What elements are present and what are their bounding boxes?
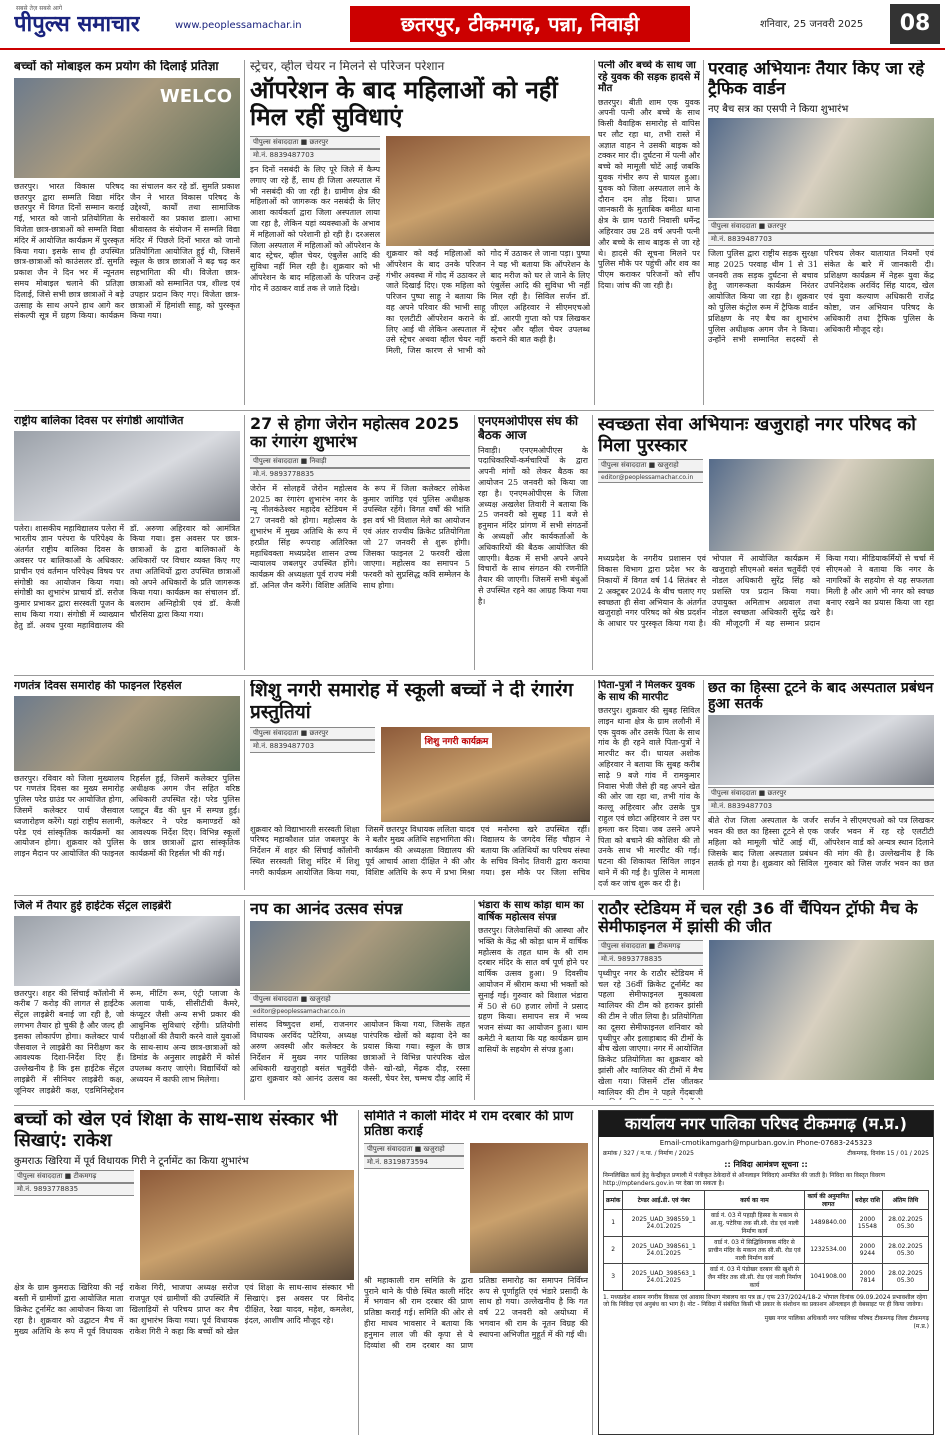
row-rule bbox=[14, 410, 934, 411]
district-band: छतरपुर, टीकमगढ़, पन्ना, निवाड़ी bbox=[350, 6, 690, 42]
dateline: शनिवार, 25 जनवरी 2025 bbox=[760, 19, 864, 30]
news-photo bbox=[708, 118, 934, 218]
notice-footer: 1. मध्यप्रदेश शासन नगरीय विकास एवं आवास विभाग मंत्रालय का पत्र क्र./ एफ 237/2024/18-2 भोपाल दिनांक 09.09.2024 प्रभावशील रहेगा जो कि निविदा एवं अनुबंध का भाग है। नोट - निविदा में संबंधित किसी भी प्रकार के संशोधन का प्रकाशन ऑनलाइन ही वेबसाइट पर ही किया जावेगा। bbox=[603, 1293, 928, 1309]
headline: जिले में तैयार हुई हाईटेक सेंट्रल लाइब्रेरी bbox=[14, 900, 172, 912]
story-nmops-meeting bbox=[478, 415, 588, 670]
byline: पीपुल्स संवाददाता ■ छतरपुर bbox=[708, 220, 934, 233]
notice-ref: क्रमांक / 327 / न.पा. / निर्माण / 2025 bbox=[603, 1150, 694, 1157]
article-body: छतरपुर। जिलेवासियों की आस्था और भक्ति के केंद्र श्री कोड़ा धाम में वार्षिक महोत्सव के तहत धाम के श्री राम दरबार मंदिर के सात वर्ष पूर्ण होने पर वार्षिक उत्सव हुआ। 9 दिवसीय आयोजन में श्रीराम कथा भी भक्तों को सुनाई गई। गुरुवार को विशाल भंडारा में 50 से 60 हजार लोगों ने प्रसाद ग्रहण किया। समापन सत्र में भव्य भजन संध्या का आयोजन हुआ। धाम कमेटी ने बताया कि यह कार्यक्रम ग्राम वासियों के सहयोग से संपन्न हुआ। bbox=[478, 926, 588, 1054]
story-central-library bbox=[14, 900, 240, 1100]
story-cricket-semifinal bbox=[598, 900, 934, 1100]
headline: स्वच्छता सेवा अभियानः खजुराहो नगर परिषद को मिला पुरस्कार bbox=[598, 415, 916, 456]
story-republic-day-rehearsal bbox=[14, 680, 240, 890]
headline: एनएमओपीएस संघ की बैठक आज bbox=[478, 415, 578, 442]
headline: भंडारा के साथ कोड़ा धाम का वार्षिक महोत्सव संपन्न bbox=[478, 900, 584, 923]
story-jeron-festival bbox=[250, 415, 470, 670]
reporter-mobile: मो.नं. 8839487703 bbox=[250, 740, 375, 753]
column-rule bbox=[474, 900, 475, 1100]
article-body: शुक्रवार को विद्याभारती सरस्वती शिक्षा परिषद महाकौशल प्रांत जबलपुर के निर्देशन में शहर की सिंचाई कॉलोनी स्थित सरस्वती शिशु मंदिर में शिशु नगरी कार्यक्रम आयोजित किया गया, जिसमें छतरपुर विधायक ललिता यादव ने बतौर मुख्य अतिथि सहभागिता की। कार्यक्रम की अध्यक्षता विद्यालय की पूर्व आचार्य आशा दीक्षित ने की और विशिष्ट अतिथि के रूप में प्रभा मिश्रा एवं मनोरमा खरे उपस्थित रहीं। विद्यालय के जगदेव सिंह चौहान ने बताया कि अतिथियों का परिचय संस्था के सचिव विनोद तिवारी द्वारा कराया गया। इस मौके पर जिला सचिव bbox=[250, 824, 590, 877]
article-body: इन दिनों नसबंदी के लिए पूरे जिले में कैम्प लगाए जा रहे हैं, साथ ही जिला अस्पताल में भी नसबंदी की जा रही है। ग्रामीण क्षेत्र की महिलाओं को जागरूक कर नसबंदी के लिए आशा कार्यकर्ता द्वारा जिला अस्पताल लाया जा रहा है, लेकिन यहां व्यवस्थाओं के अभाव में महिलाओं को परेशानी हो रही है। दरअसल जिला अस्पताल में महिलाओं को ऑपरेशन के बाद स्ट्रेचर, व्हील चेयर, एंबुलेंस आदि की सुविधा नहीं मिल रही है। शुक्रवार को भी ऑपरेशन के बाद महिलाओं के परिजन उन्हें गोद में उठाकर वार्ड तक ले जाते दिखे। bbox=[250, 164, 380, 293]
headline: ऑपरेशन के बाद महिलाओं को नहीं मिल रहीं सुविधाएं bbox=[250, 75, 558, 132]
table-cell: 2025_UAD_398559_1 24.01.2025 bbox=[623, 1209, 705, 1236]
article-body: क्षेत्र के ग्राम कुमराऊ खिरिया की नई बस्ती में ग्रामीणों द्वारा आयोजित माता क्रिकेट टूर्नामेंट का आयोजन किया जा रहा है। शुक्रवार को उद्घाटन मैच में मुख्य अतिथि के रूप में पूर्व विधायक राकेश गिरी, भाजपा अध्यक्ष सरोज राजपूत एवं ग्रामीणों की उपस्थिति में खिलाड़ियों से परिचय प्राप्त कर मैच का शुभारंभ किया गया। पूर्व विधायक राकेश गिरी ने कहा कि बच्चों को खेल एवं शिक्षा के साथ-साथ संस्कार भी सिखाएं। इस अवसर पर विनोद दीक्षित, रेखा यादव, महेश, कमलेश, इंदल, आशीष आदि मौजूद रहे। bbox=[14, 1283, 354, 1336]
table-cell: 1041908.00 bbox=[804, 1263, 852, 1290]
website-link[interactable]: www.peoplessamachar.in bbox=[175, 20, 302, 31]
notice-intro: निम्नलिखित कार्य हेतु केन्द्रीकृत प्रणाली में पंजीकृत ठेकेदारों से ऑनलाइन निविदाएं आमंत्रित की जाती है। निविदा का विस्तृत विवरण http://mptenders.gov.in पर देखा जा सकता है। bbox=[603, 1172, 885, 1187]
news-photo bbox=[386, 136, 590, 246]
table-header: कार्य का नाम bbox=[705, 1190, 805, 1209]
table-cell: 2000 7814 bbox=[852, 1263, 882, 1290]
article-body: जिला पुलिस द्वारा राष्ट्रीय सड़क सुरक्षा माह 2025 परवाह थीम 1 से 31 जनवरी तक सड़क दुर्घटना से बचाव हेतु जागरूकता कार्यक्रम निरंतर आयोजित किया जा रहा है। शुक्रवार को पुलिस कंट्रोल रूम में ट्रैफिक वार्डन प्रशिक्षण के नए बैच का शुभारंभ पुलिस अधीक्षक अगम जैन ने किया। उन्होंने सभी सम्मानित सदस्यों से परिचय लेकर यातायात नियमों एवं संकेत के बारे में जानकारी दी। प्रशिक्षण कार्यक्रम में नेहरू युवा केंद्र उपनिदेशक अरविंद सिंह यादव, खेल एवं युवा कल्याण अधिकारी राजेंद्र कोष्टा, जन अभियान परिषद के अधिकारी तथा ट्रैफिक पुलिस के अधिकारी मौजूद रहे। bbox=[708, 249, 934, 345]
byline: पीपुल्स संवाददाता ■ खजुराहो bbox=[250, 993, 470, 1006]
table-cell: 2000 15548 bbox=[852, 1209, 882, 1236]
page-number: 08 bbox=[890, 4, 940, 44]
column-rule bbox=[594, 60, 595, 405]
logo-tagline: सबसे तेज़ सबसे आगे bbox=[16, 5, 63, 12]
reporter-email: editor@peoplessamachar.co.in bbox=[250, 1006, 470, 1017]
headline: पिता-पुत्रों ने मिलकर युवक के साथ की मारपीट bbox=[598, 680, 695, 703]
subhead: नए बैच सत्र का एसपी ने किया शुभारंभ bbox=[708, 104, 849, 116]
story-mobile-pledge bbox=[14, 60, 240, 405]
reporter-mobile: मो.नं. 9893778835 bbox=[250, 468, 470, 481]
table-header: टेण्डर आई.डी. एवं नंबर bbox=[623, 1190, 705, 1209]
headline: गणतंत्र दिवस समारोह की फाइनल रिहर्सल bbox=[14, 680, 182, 692]
table-cell: 1 bbox=[604, 1209, 623, 1236]
reporter-mobile: मो.नं. 8839487703 bbox=[250, 149, 380, 162]
table-cell: 3 bbox=[604, 1263, 623, 1290]
story-hospital-facilities bbox=[250, 60, 590, 405]
table-cell: 28.02.2025 05.30 bbox=[882, 1263, 928, 1290]
article-body: मध्यप्रदेश के नगरीय प्रशासन एवं विकास विभाग द्वारा प्रदेश भर के निकायों में विगत वर्ष 14 सितंबर से 2 अक्टूबर 2024 के बीच चलाए गए स्वच्छता ही सेवा अभियान के अंतर्गत खजुराहो नगर परिषद को श्रेष्ठ प्रदर्शन के आधार पर पुरस्कृत किया गया है। भोपाल में आयोजित कार्यक्रम में खजुराहो सीएमओ बसंत चतुर्वेदी एवं नोडल अधिकारी सुरेंद्र सिंह को प्रशस्ति पत्र प्रदान किया गया। उपायुक्त अमिताभ अग्रवाल तथा नोडल स्वच्छता अधिकारी सुरेंद्र खरे की मौजूदगी में यह सम्मान प्रदान किया गया। मीडियाकर्मियों से चर्चा में सीएमओ ने बताया कि नगर के नागरिकों के सहयोग से यह सफलता मिली है और आगे भी नगर को स्वच्छ बनाए रखने का प्रयास किया जा रहा है। bbox=[598, 554, 934, 629]
byline: पीपुल्स संवाददाता ■ खजुराहो bbox=[598, 459, 703, 472]
byline: पीपुल्स संवाददाता ■ खजुराहो bbox=[364, 1143, 464, 1156]
article-body: छतरपुर। रविवार को जिला मुख्यालय पर गणतंत्र दिवस का मुख्य समारोह पुलिस परेड ग्राउंड पर आयोजित होगा, जिसमें कलेक्टर पार्थ जैसवाल ध्वजारोहण करेंगे। यहां राष्ट्रीय सलामी, परेड एवं सांस्कृतिक कार्यक्रमों का आयोजन होगा। शुक्रवार को पुलिस लाइन मैदान पर आयोजित की फाइनल रिहर्सल हुई, जिसमें कलेक्टर पुलिस अधीक्षक अगम जैन सहित वरिष्ठ अधिकारी उपस्थित रहे। परेड पुलिस प्लाटून बैंड की धुन में सम्पन्न हुई। कलेक्टर ने परेड कमाण्डरों को आवश्यक निर्देश दिए। विभिन्न स्कूलों के छात्र छात्राओं द्वारा सांस्कृतिक कार्यक्रमों की रिहर्सल भी की गई। bbox=[14, 773, 240, 859]
story-hospital-roof bbox=[708, 680, 934, 890]
reporter-email: editor@peoplessamachar.co.in bbox=[598, 472, 703, 483]
story-khajuraho-award bbox=[598, 415, 934, 670]
headline: राष्ट्रीय बालिका दिवस पर संगोष्ठी आयोजित bbox=[14, 415, 184, 427]
table-cell: वार्ड नं. 03 में सिद्धिविनायक मंदिर से प्राचीन मंदिर के मकान तक सी.सी. रोड एवं नाली निर्माण कार्य bbox=[705, 1236, 805, 1263]
headline: छत का हिस्सा टूटने के बाद अस्पताल प्रबंधन हुआ सतर्क bbox=[708, 680, 934, 713]
headline: शिशु नगरी समारोह में स्कूली बच्चों ने दी रंगारंग प्रस्तुतियां bbox=[250, 680, 574, 723]
column-rule bbox=[594, 680, 595, 890]
notice-title: कार्यालय नगर पालिका परिषद टीकमगढ़ (म.प्र.) bbox=[599, 1111, 933, 1137]
table-row bbox=[604, 1263, 929, 1290]
column-rule bbox=[592, 1110, 593, 1435]
table-row bbox=[604, 1236, 929, 1263]
masthead bbox=[0, 0, 945, 50]
row-rule bbox=[14, 675, 934, 676]
article-body-continued: शुक्रवार को कई महिलाओं को ऑपरेशन के बाद उनके परिजन गंभीर अवस्था में गोद में उठाकर ले जाते दिखाई दिए। एक महिला को परिजन पुष्पा साहू ने बताया कि वह अपने परिवार की भाभी साहू का एलटीटी ऑपरेशन कराने के लिए आई थी लेकिन अस्पताल में उसे स्ट्रेचर अथवा व्हील चेयर नहीं मिली, जिस कारण से भाभी को गोद में उठाकर ले जाना पड़ा। पुष्पा ने यह भी बताया कि ऑपरेशन के बाद मरीज को घर ले जाने के लिए एंबुलेंस आदि की सुविधा भी नहीं मिल रही है। सिविल सर्जन डॉ. जीएल अहिरवार ने सीएमएचओ डॉ. आरपी गुप्ता को पत्र लिखकर स्ट्रेचर और व्हील चेयर उपलब्ध कराने की बात कही है। bbox=[386, 248, 590, 356]
kicker: स्ट्रेचर, व्हील चेयर न मिलने से परिजन परेशान bbox=[250, 60, 445, 73]
news-photo bbox=[14, 916, 240, 986]
article-body: छतरपुर। बीती शाम एक युवक अपनी पत्नी और बच्चे के साथ किसी वैवाहिक समारोह से वापिस घर लौट रहा था, तभी रास्ते में अज्ञात वाहन ने उसकी बाइक को टक्कर मार दी। दुर्घटना में पत्नी और बच्चे को मामूली चोटें आईं जबकि युवक गंभीर रूप से घायल हुआ। युवक को जिला अस्पताल लाने के दौरान दम तोड़ दिया। प्राप्त जानकारी के मुताबिक बमीठा थाना क्षेत्र के ग्राम पठारी निवासी धर्मेन्द्र अहिरवार उम्र 28 वर्ष अपनी पत्नी और बच्चे के साथ बाइक से जा रहे थे। हादसे की सूचना मिलने पर पुलिस मौके पर पहुंची और शव का पीएम कराकर परिजनों को सौंप दिया। जांच की जा रही है। bbox=[598, 97, 700, 291]
headline: राठौर स्टेडियम में चल रही 36 वीं चैंपियन ट्रॉफी मैच के सेमीफाइनल में झांसी की जीत bbox=[598, 900, 918, 937]
table-cell: 1232534.00 bbox=[804, 1236, 852, 1263]
news-photo bbox=[14, 696, 240, 771]
article-body: छतरपुर। शहर की सिंचाई कॉलोनी में करीब 7 करोड़ की लागत से हाईटेक सेंट्रल लाइब्रेरी बनाई जा रही है, जो लगभग तैयार हो चुकी है और जल्द ही इसका लोकार्पण होगा। कलेक्टर पार्थ जैसवाल ने लाइब्रेरी का निरीक्षण कर आवश्यक दिशा-निर्देश दिए हैं। उल्लेखनीय है कि इस हाईटेक सेंट्रल लाइब्रेरी में सीनियर लाइब्रेरी कक्ष, जूनियर लाइब्रेरी कक्ष, एडमिनिस्ट्रेशन रूम, मीटिंग रूम, एंट्री प्लाजा के अलावा पार्क, सीसीटीवी कैमरे, कंप्यूटर जैसी अन्य सभी प्रकार की आधुनिक सुविधाएं रहेंगी। प्रतियोगी परीक्षाओं की तैयारी करने वाले युवाओं के साथ-साथ अन्य छात्र-छात्राओं को डिमांड के अनुसार लाइब्रेरी में कोर्स उपलब्ध कराए जाएंगे। विद्यार्थियों को अध्ययन में काफी लाभ मिलेगा। bbox=[14, 988, 240, 1095]
article-body: श्री महाकाली राम समिति के द्वारा पुराने थाने के पीछे स्थित काली मंदिर में भगवान श्री राम दरबार की प्राण प्रतिष्ठा कराई गई। समिति की ओर से हीरा माधव भावसार ने बताया कि हनुमान लाल जी की कृपा से ये दिव्यांश श्री राम दरबार का प्राण प्रतिष्ठा समारोह का समापन निर्विघ्न रूप से पूर्णाहुति एवं भंडारे प्रसादी के साथ हो गया। उल्लेखनीय है कि गत वर्ष 22 जनवरी को अयोध्या में भगवान श्री राम के नूतन विग्रह की स्थापना अभिजीत मुहूर्त में की गई थी। bbox=[364, 1275, 588, 1350]
news-photo bbox=[470, 1143, 588, 1273]
table-header: कार्य की अनुमानित लागत bbox=[804, 1190, 852, 1209]
column-rule bbox=[703, 60, 704, 405]
story-girl-child-day bbox=[14, 415, 240, 670]
photo-banner-text: WELCO bbox=[159, 85, 232, 107]
reporter-mobile: मो.नं. 8839487703 bbox=[708, 800, 934, 813]
table-cell: 2025_UAD_398561_1 24.01.2025 bbox=[623, 1236, 705, 1263]
news-photo bbox=[14, 431, 240, 521]
column-rule bbox=[244, 415, 245, 670]
news-photo bbox=[709, 940, 934, 1080]
headline: बच्चों को खेल एवं शिक्षा के साथ-साथ संस्कार भी सिखाएं: राकेश bbox=[14, 1110, 338, 1151]
column-rule bbox=[592, 900, 593, 1100]
column-rule bbox=[358, 1110, 359, 1435]
newspaper-logo[interactable]: पीपुल्स समाचार bbox=[14, 12, 140, 37]
story-road-accident bbox=[598, 60, 700, 405]
row-rule bbox=[14, 1105, 934, 1106]
table-row bbox=[604, 1209, 929, 1236]
reporter-mobile: मो.नं. 9893778835 bbox=[598, 953, 703, 966]
article-body: छतरपुर। शुक्रवार की सुबह सिविल लाइन थाना क्षेत्र के ग्राम ललौनी में एक युवक और उसके पिता के साथ गांव के ही रहने वाले पिता-पुत्रों ने मारपीट कर दी। घायल अशोक अहिरवार ने बताया कि सुबह करीब साढ़े 9 बजे गांव में रामकुमार निवास भेजी जैसे ही वह अपने खेत की ओर जा रहा था, तभी गांव के कल्लू अहिरवार और उसके पुत्र राहुल एवं छोटा अहिरवार ने उस पर हमला कर दिया। जब उसने अपने पिता को बचाने की कोशिश की तो उनके साथ भी मारपीट की गई। घटना की शिकायत सिविल लाइन थाने में की गई है। पुलिस ने मामला दर्ज कर जांच शुरू कर दी है। bbox=[598, 706, 700, 888]
table-cell: 2 bbox=[604, 1236, 623, 1263]
headline: परवाह अभियानः तैयार किए जा रहे ट्रैफिक वार्डन bbox=[708, 60, 925, 99]
notice-signature: मुख्य नगर पालिका अधिकारी नगर पालिका परिषद टीकमगढ़ जिला टीकमगढ़ (म.प्र.) bbox=[764, 1315, 929, 1331]
notice-ref-date: टीकमगढ़, दिनांक 15 / 01 / 2025 bbox=[847, 1150, 929, 1157]
story-koda-dham bbox=[478, 900, 588, 1100]
news-photo bbox=[381, 727, 590, 822]
byline: पीपुल्स संवाददाता ■ छतरपुर bbox=[250, 136, 380, 149]
byline: पीपुल्स संवाददाता ■ टीकमगढ़ bbox=[598, 940, 703, 953]
column-rule bbox=[703, 680, 704, 890]
row-rule bbox=[14, 895, 934, 896]
photo-banner-text: शिशु नगरी कार्यक्रम bbox=[421, 733, 493, 748]
news-photo bbox=[709, 459, 934, 551]
table-cell: वार्ड नं. 03 में पहाड़ी हिस्सा के मकान से आ.सु. पटेरिया तक सी.सी. रोड एवं नाली निर्माण कार्य bbox=[705, 1209, 805, 1236]
table-cell: 1489840.00 bbox=[804, 1209, 852, 1236]
story-father-sons-assault bbox=[598, 680, 700, 890]
subhead: कुमराऊ खिरिया में पूर्व विधायक गिरी ने टूर्नामेंट का किया शुभारंभ bbox=[14, 1156, 249, 1168]
story-rakesh-tournament bbox=[14, 1110, 354, 1435]
headline: बच्चों को मोबाइल कम प्रयोग की दिलाई प्रतिज्ञा bbox=[14, 60, 219, 73]
article-body: जेरोन में सोलहवें जेरोन महोत्सव 2025 का रंगारंग शुभारंभ नगर के न्यू नीलकंठेश्वर महादेव स्टेडियम में 27 जनवरी को होगा। महोत्सव के शुभारंभ में मुख्य अतिथि के रूप में हरप्रीत सिंह रूपराह अतिरिक्त महाधिवक्ता मध्यप्रदेश शासन उच्च न्यायालय जबलपुर उपस्थित होंगे। कार्यक्रम की अध्यक्षता पूर्व राज्य मंत्री डॉ. अनिल जैन करेंगे। विशिष्ट अतिथि के रूप में जिला कलेक्टर लोकेश कुमार जांगिड़ एवं पुलिस अधीक्षक उपस्थित रहेंगे। विगत वर्षों की भांति इस वर्ष भी विशाल मेले का आयोजन एवं अंतर राज्यीय क्रिकेट प्रतियोगिता जो 27 जनवरी से शुरू होगी। जिसका फाइनल 2 फरवरी खेला जाएगा। महोत्सव का समापन 5 फरवरी को सुप्रसिद्ध कवि सम्मेलन के साथ होगा। bbox=[250, 483, 470, 590]
tender-table bbox=[603, 1190, 929, 1291]
news-photo bbox=[140, 1170, 354, 1280]
column-rule bbox=[244, 900, 245, 1100]
byline: पीपुल्स संवाददाता ■ छतरपुर bbox=[250, 727, 375, 740]
table-cell: 2025_UAD_398563_1 24.01.2025 bbox=[623, 1263, 705, 1290]
table-cell: 28.02.2025 05.30 bbox=[882, 1236, 928, 1263]
tender-notice bbox=[598, 1110, 934, 1435]
table-cell: वार्ड नं. 03 में पंडोखर दरबार की खुशी से जैन मंदिर तक सी.सी. रोड एवं नाली निर्माण कार्य bbox=[705, 1263, 805, 1290]
notice-subtitle: :: निविदा आमंत्रण सूचना :: bbox=[724, 1160, 808, 1169]
reporter-mobile: मो.नं. 8839487703 bbox=[708, 233, 934, 246]
column-rule bbox=[244, 60, 245, 405]
article-body: निवाड़ी। एनएमओपीएस के पदाधिकारियों-कर्मचारियों के द्वारा अपनी मांगों को लेकर बैठक का आयोजन 25 जनवरी को किया जा रहा है। एनएमओपीएस के जिला अध्यक्ष अखलेश तिवारी ने बताया कि 25 जनवरी को सुबह 11 बजे से हनुमान मंदिर प्रांगण में सभी संगठनों के अध्यक्षों और कार्यकर्ताओं के अधिकारियों की बैठक आयोजित की जाएगी। बैठक में सभी अपने अपने विचारों के साथ संगठन की रणनीति तैयार की जाएगी। जिसमें सभी बंधुओं से उपस्थित रहने का आग्रह किया गया है। bbox=[478, 445, 588, 606]
notice-contact: Email-cmotikamgarh@mpurban.gov.in Phone-07683-245323 bbox=[659, 1139, 873, 1147]
story-shishu-nagri bbox=[250, 680, 590, 890]
reporter-mobile: मो.नं. 8319873594 bbox=[364, 1156, 464, 1169]
table-cell: 28.02.2025 05.30 bbox=[882, 1209, 928, 1236]
byline: पीपुल्स संवाददाता ■ निवाड़ी bbox=[250, 455, 470, 468]
news-photo bbox=[14, 78, 240, 178]
table-header: अंतिम तिथि bbox=[882, 1190, 928, 1209]
column-rule bbox=[592, 415, 593, 670]
headline: 27 से होगा जेरोन महोत्सव 2025 का रंगारंग शुभारंभ bbox=[250, 415, 460, 452]
story-traffic-warden bbox=[708, 60, 934, 405]
reporter-mobile: मो.नं. 9893778835 bbox=[14, 1183, 134, 1196]
article-body: बीते रोज जिला अस्पताल के जर्जर भवन की छत का हिस्सा टूटने से एक महिला को मामूली चोटें आई थीं, जिसके बाद जिला अस्पताल प्रबंधन सतर्क हो गया है। शुक्रवार को सिविल सर्जन ने सीएमएचओ को पत्र लिखकर जर्जर भवन में रह रहे एलटीटी ऑपरेशन वार्ड को अन्यत्र स्थान दिलाने की मांग की है। उल्लेखनीय है कि गुरुवार को जिस जर्जर भवन का छत bbox=[708, 816, 934, 869]
article-body: सांसद विष्णुदत्त शर्मा, राजनगर विधायक अरविंद पटेरिया, अध्यक्ष अरुण अवस्थी और कलेक्टर के निर्देशन में मुख्य नगर पालिका अधिकारी खजुराहो बसंत चतुर्वेदी द्वारा शुक्रवार को आनंद उत्सव का आयोजन किया गया, जिसके तहत पारंपरिक खेलों को बढ़ावा देने का प्रयास किया गया। स्कूल के छात्र छात्राओं ने विभिन्न पारंपरिक खेल जैसे- खो-खो, मेंढ़क दौड़, रस्सा कस्सी, चेयर रेस, चम्मच दौड़ आदि में bbox=[250, 1020, 470, 1084]
news-photo bbox=[708, 715, 934, 785]
article-body: छतरपुर। भारत विकास परिषद छतरपुर द्वारा सम्मति विद्या मंदिर छतरपुर में विगत दिनों सम्मान कराई गई, भारत को जानो प्रतियोगिता के विजेता छात्र-छात्राओं को सम्मति विद्या मंदिर में आयोजित कार्यक्रम में पुरस्कृत किया गया। इसके साथ ही उपस्थित छात्र-छात्राओं को काउंसलर डॉ. सुमति प्रकाश जैन ने दिन भर में न्यूनतम समय मोबाइल चलाने की प्रतिज्ञा दिलाई, जिसे सभी छात्र छात्राओं ने बड़े उत्साह के साथ अपने हाथ आगे कर संकल्पी सूत्र में ग्रहण किया। कार्यक्रम का संचालन कर रहे डॉ. सुमति प्रकाश जैन ने भारत विकास परिषद के उद्देश्यों, कार्यों तथा सामाजिक सरोकारों का प्रकाश डाला। आभा श्रीवास्तव के संयोजन में सम्मति विद्या मंदिर में पिछले दिनों भारत को जानो प्रतियोगिता आयोजित हुई थी, जिसमें स्कूल के छात्र छात्राओं ने बढ़ चढ़ कर सहभागिता की थी। विजेता छात्र-छात्राओं को सम्मानित पत्र, शील्ड एवं उपहार प्रदान किए गए। विजेता छात्र-छात्राओं में हिमांशी साहू, को पुरस्कृत किया गया। bbox=[14, 181, 240, 321]
byline: पीपुल्स संवाददाता ■ छतरपुर bbox=[708, 787, 934, 800]
column-rule bbox=[244, 680, 245, 890]
byline: पीपुल्स संवाददाता ■ टीकमगढ़ bbox=[14, 1170, 134, 1183]
table-header: क्रमांक bbox=[604, 1190, 623, 1209]
headline: नप का आनंद उत्सव संपन्न bbox=[250, 900, 403, 918]
article-body: पृथ्वीपुर नगर के राठौर स्टेडियम में चल रहे 36वीं क्रिकेट टूर्नामेंट का पहला सेमीफाइनल मुकाबला ग्वालियर की टीम को हराकर झांसी की टीम ने जीत लिया है। प्रतियोगिता का दूसरा सेमीफाइनल शनिवार को पृथ्वीपुर और इलाहाबाद की टीमों के बीच खेला जाएगा। नगर में आयोजित क्रिकेट प्रतियोगिता का शुक्रवार को झांसी और ग्वालियर की टीमों में मैच खेला गया। जिसमें टॉस जीतकर ग्वालियर की टीम ने पहले गेंदबाजी bbox=[598, 968, 703, 1097]
article-body: पलेरा। शासकीय महाविद्यालय पलेरा में भारतीय ज्ञान परंपरा के परिपेक्ष्य के अंतर्गत राष्ट्रीय बालिका दिवस के अवसर पर बालिकाओं के अधिकार: प्राचीन एवं वर्तमान परिपेक्ष्य विषय पर संगोष्ठी का आयोजन किया गया। संगोष्ठी का शुभारंभ प्राचार्य डॉ. सरोज कुमार प्रभाकर द्वारा सरस्वती पूजन के साथ किया गया। संगोष्ठी में व्याख्यान हेतु डॉ. अवध पुरवा महाविद्यालय की डॉ. अरुणा अहिरवार को आमंत्रित किया गया। इस अवसर पर छात्र-छात्राओं के द्वारा बालिकाओं के अधिकारों पर विचार व्यक्त किए गए तथा अतिथियों द्वारा उपस्थित छात्राओं को अपने अधिकारों के प्रति जागरूक किया गया। कार्यक्रम का संचालन डॉ. बलराम अग्निहोत्री एवं डॉ. केजी चौरसिया द्वारा किया गया। bbox=[14, 523, 240, 630]
column-rule bbox=[474, 415, 475, 670]
news-photo bbox=[250, 921, 470, 991]
headline: पत्नी और बच्चे के साथ जा रहे युवक की सड़क हादसे में मौत bbox=[598, 60, 700, 94]
story-anand-utsav bbox=[250, 900, 470, 1100]
table-header: धरोहर राशि bbox=[852, 1190, 882, 1209]
table-cell: 2000 9244 bbox=[852, 1236, 882, 1263]
story-ram-darbar bbox=[364, 1110, 588, 1435]
headline: समिति ने काली मंदिर में राम दरबार की प्राण प्रतिष्ठा कराई bbox=[364, 1110, 574, 1139]
